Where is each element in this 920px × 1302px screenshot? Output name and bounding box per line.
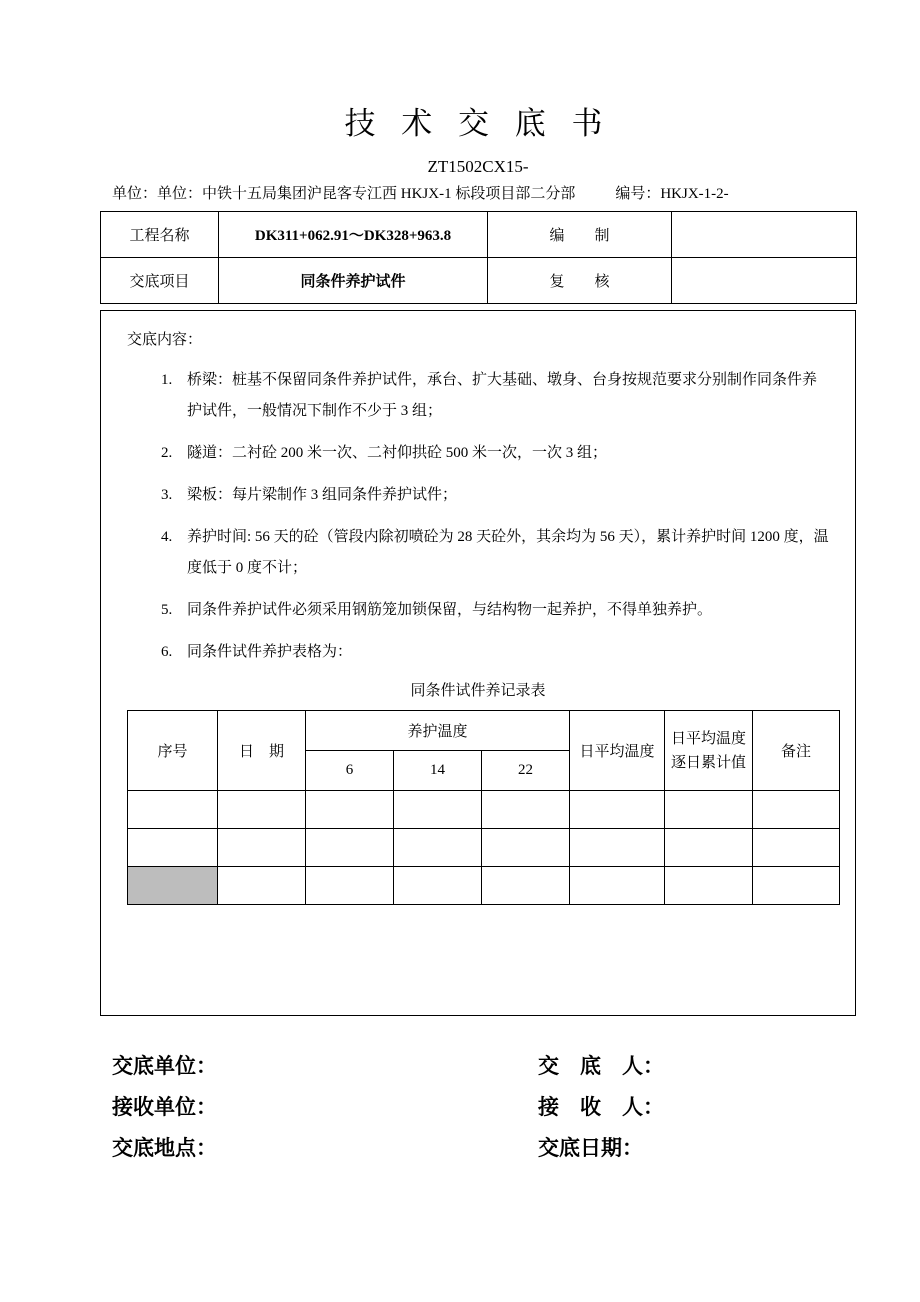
list-item	[127, 595, 829, 626]
content-item-list	[127, 365, 829, 668]
header-cumulative	[665, 711, 753, 791]
empty-cell	[482, 867, 570, 905]
disclosure-item-label: 交底项目	[101, 258, 219, 304]
footer-row	[100, 1046, 856, 1087]
empty-cell	[665, 829, 753, 867]
project-name-value: DK311+062.91～DK328+963.8	[219, 212, 488, 258]
empty-cell	[394, 867, 482, 905]
empty-cell	[753, 829, 840, 867]
list-item	[127, 480, 829, 511]
empty-cell	[570, 867, 665, 905]
empty-cell	[482, 791, 570, 829]
curing-record-table	[127, 710, 840, 905]
empty-cell	[218, 791, 306, 829]
prepared-by-label: 编 制	[488, 212, 672, 258]
list-item-text: 桥梁：桩基不保留同条件养护试件，承台、扩大基础、墩身、台身按规范要求分别制作同条件养护试件，一般情况下制作不少于 3 组；	[187, 372, 818, 419]
list-item-number: 1.	[161, 372, 173, 388]
document-sheet	[100, 0, 856, 1169]
receiving-unit-label: 接收单位：	[112, 1095, 217, 1119]
header-temp-time-6: 6	[306, 751, 394, 791]
header-cure-temp: 养护温度	[306, 711, 570, 751]
footer-row	[100, 1087, 856, 1128]
record-table-title: 同条件试件养记录表	[410, 683, 546, 699]
header-cumulative-line2: 逐日累计值	[670, 754, 746, 771]
empty-cell	[665, 791, 753, 829]
unit-number-line	[100, 184, 856, 205]
empty-cell	[665, 867, 753, 905]
empty-cell-shaded	[128, 867, 218, 905]
spacer	[575, 184, 615, 205]
receiver-label: 接 收 人：	[538, 1095, 664, 1119]
disclosure-content-box	[100, 310, 856, 1016]
record-header-row-1	[128, 711, 840, 751]
info-row-subject	[101, 258, 857, 304]
empty-cell	[306, 791, 394, 829]
list-item-text: 同条件养护试件必须采用钢筋笼加锁保留，与结构物一起养护，不得单独养护。	[187, 602, 713, 618]
info-row-project	[101, 212, 857, 258]
empty-cell	[306, 867, 394, 905]
footer-row	[100, 1128, 856, 1169]
record-data-row	[128, 829, 840, 867]
unit-line: 单位：单位：中铁十五局集团沪昆客专江西 HKJX-1 标段项目部二分部	[112, 186, 576, 202]
document-number: 编号：HKJX-1-2-	[615, 186, 729, 202]
header-remark: 备注	[753, 711, 840, 791]
discloser-label: 交 底 人：	[538, 1054, 664, 1078]
reviewed-by-value	[672, 258, 857, 304]
list-item-text: 养护时间: 56 天的砼（管段内除初喷砼为 28 天砼外，其余均为 56 天），累计养护时间 1200 度，温度低于 0 度不计；	[187, 529, 829, 576]
document-title: 技 术 交 底 书	[344, 106, 612, 141]
empty-cell	[128, 791, 218, 829]
list-item-number: 3.	[161, 487, 173, 503]
header-temp-time-14: 14	[394, 751, 482, 791]
empty-cell	[394, 791, 482, 829]
signature-footer	[100, 1046, 856, 1169]
list-item	[127, 438, 829, 469]
disclosure-item-value: 同条件养护试件	[219, 258, 488, 304]
header-temp-time-22: 22	[482, 751, 570, 791]
empty-cell	[753, 867, 840, 905]
list-item-number: 5.	[161, 602, 173, 618]
disclosure-date-label: 交底日期：	[538, 1136, 643, 1160]
header-date: 日 期	[218, 711, 306, 791]
empty-cell	[570, 829, 665, 867]
list-item	[127, 637, 829, 668]
list-item-number: 4.	[161, 529, 173, 545]
list-item-text: 梁板：每片梁制作 3 组同条件养护试件；	[187, 487, 458, 503]
list-item-number: 2.	[161, 445, 173, 461]
disclosure-place-label: 交底地点：	[112, 1136, 217, 1160]
record-data-row	[128, 867, 840, 905]
empty-cell	[482, 829, 570, 867]
info-table	[100, 211, 857, 304]
project-name-label: 工程名称	[101, 212, 219, 258]
reviewed-by-label: 复 核	[488, 258, 672, 304]
empty-cell	[306, 829, 394, 867]
disclosing-unit-label: 交底单位：	[112, 1054, 217, 1078]
prepared-by-value	[672, 212, 857, 258]
empty-cell	[218, 867, 306, 905]
document-code: ZT1502CX15-	[427, 157, 529, 176]
list-item-text: 同条件试件养护表格为：	[187, 644, 353, 660]
empty-cell	[218, 829, 306, 867]
empty-cell	[570, 791, 665, 829]
header-cumulative-line1: 日平均温度	[670, 730, 746, 747]
list-item-number: 6.	[161, 644, 173, 660]
content-heading: 交底内容：	[127, 332, 203, 348]
list-item-text: 隧道：二衬砼 200 米一次、二衬仰拱砼 500 米一次，一次 3 组；	[187, 445, 608, 461]
empty-cell	[753, 791, 840, 829]
header-daily-avg: 日平均温度	[570, 711, 665, 791]
empty-cell	[128, 829, 218, 867]
list-item	[127, 522, 829, 584]
empty-cell	[394, 829, 482, 867]
list-item	[127, 365, 829, 427]
record-data-row	[128, 791, 840, 829]
header-serial: 序号	[128, 711, 218, 791]
